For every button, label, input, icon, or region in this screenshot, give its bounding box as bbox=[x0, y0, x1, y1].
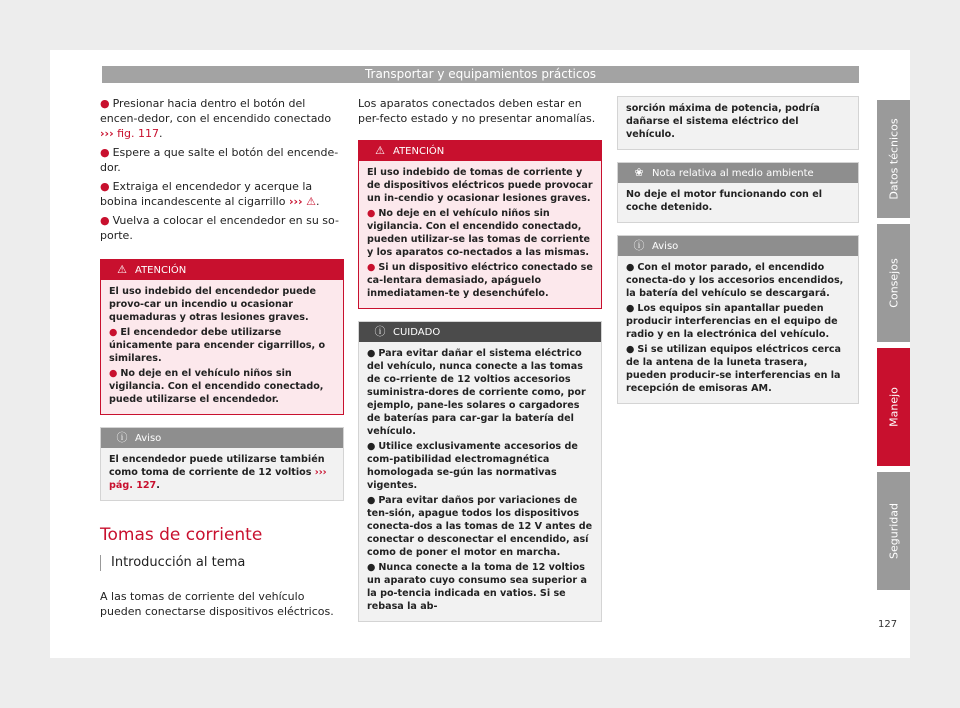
bullet-icon: ● bbox=[367, 262, 376, 273]
bullet-icon: ● bbox=[109, 368, 118, 379]
tab-manejo[interactable]: Manejo bbox=[877, 348, 910, 466]
caution-box bbox=[358, 321, 602, 622]
page-link[interactable]: pág. 127 bbox=[109, 480, 157, 491]
list-item: ● Con el motor parado, el encendido conecta-do y los accesorios encendidos, la batería del vehículo se descargará. bbox=[626, 262, 844, 299]
list-item: ● Los equipos sin apantallar pueden producir interferencias en el equipo de radio y en la electrónica del vehículo. bbox=[626, 303, 838, 340]
warning-icon: ⚠ bbox=[117, 263, 127, 276]
list-item: ● Si se utilizan equipos eléctricos cerca de la antena de la luneta trasera, pueden producir-se interferencias en la recepción de emisoras AM. bbox=[626, 344, 841, 394]
bullet-icon: ● bbox=[100, 214, 110, 227]
bullet-icon: ● bbox=[626, 303, 635, 314]
column-2 bbox=[358, 96, 602, 634]
warning-box-title: ⚠ ATENCIÓN bbox=[359, 141, 601, 161]
bullet-icon: ● bbox=[367, 208, 376, 219]
running-header: Transportar y equipamientos prácticos bbox=[102, 66, 859, 83]
bullet-icon: ● bbox=[100, 97, 110, 110]
warning-box-title: ⚠ ATENCIÓN bbox=[101, 260, 343, 280]
warning-text: El uso indebido de tomas de corriente y de dispositivos eléctricos puede provocar un in-cendio y ocasionar lesiones graves. bbox=[367, 167, 593, 204]
caution-box-title: ⓘ CUIDADO bbox=[359, 322, 601, 342]
arrow-ref-icon: ››› bbox=[314, 467, 327, 478]
tab-datos-tecnicos[interactable]: Datos técnicos bbox=[877, 100, 910, 218]
list-item: ● No deje en el vehículo niños sin vigilancia. Con el encendido conectado, puede utilizarse el encendedor. bbox=[109, 368, 324, 405]
arrow-ref-icon: ››› bbox=[288, 195, 303, 208]
environment-text: No deje el motor funcionando con el coche detenido. bbox=[626, 189, 823, 213]
section-subheading: Introducción al tema bbox=[100, 555, 344, 571]
bullet-icon: ● bbox=[367, 441, 376, 452]
warning-box bbox=[358, 140, 602, 309]
figure-link[interactable]: fig. 117 bbox=[117, 127, 160, 140]
column-3 bbox=[617, 96, 859, 416]
info-box-title: ⓘ Aviso bbox=[618, 236, 858, 256]
caution-icon: ⓘ bbox=[374, 325, 386, 338]
info-icon: ⓘ bbox=[116, 431, 128, 444]
page-number: 127 bbox=[878, 619, 898, 630]
bullet-icon: ● bbox=[100, 146, 110, 159]
warning-text: El uso indebido del encendedor puede provo-car un incendio u ocasionar quemaduras y otras lesiones graves. bbox=[109, 286, 316, 323]
list-item: ● Para evitar daños por variaciones de ten-sión, apague todos los dispositivos conecta-dos a las tomas de 12 V antes de conectar o desconectar el encendido, así como de poner el motor en marcha. bbox=[367, 495, 593, 558]
environment-box-title: ❀ Nota relativa al medio ambiente bbox=[618, 163, 858, 183]
bullet-icon: ● bbox=[367, 495, 376, 506]
list-item: ● Para evitar dañar el sistema eléctrico del vehículo, nunca conecte a las tomas de co-rriente de 12 voltios accesorios suministra-dores de corriente como, por ejemplo, pane-les solares o cargadores de baterías para car-gar la batería del vehículo. bbox=[367, 348, 586, 437]
caution-box-continued bbox=[617, 96, 859, 150]
bullet-icon: ● bbox=[626, 262, 635, 273]
caution-text: sorción máxima de potencia, podría dañarse el sistema eléctrico del vehículo. bbox=[626, 103, 820, 140]
section-heading: Tomas de corriente bbox=[100, 525, 263, 545]
info-text: El encendedor puede utilizarse también como toma de corriente de 12 voltios ››› pág. 127. bbox=[109, 454, 327, 491]
bullet-icon: ● bbox=[367, 348, 376, 359]
info-icon: ⓘ bbox=[633, 239, 645, 252]
warning-icon: ⚠ bbox=[306, 195, 316, 208]
intro-text: A las tomas de corriente del vehículo pueden conectarse dispositivos eléctricos. bbox=[100, 590, 334, 618]
list-item: ● Presionar hacia dentro el botón del encen-dedor, con el encendido conectado ››› fig. 117. bbox=[100, 97, 332, 140]
environment-box bbox=[617, 162, 859, 223]
warning-box bbox=[100, 259, 344, 415]
flower-icon: ❀ bbox=[634, 166, 644, 179]
info-box bbox=[100, 427, 344, 501]
arrow-ref-icon: ››› bbox=[100, 127, 114, 140]
list-item: ● Vuelva a colocar el encendedor en su so-porte. bbox=[100, 214, 339, 242]
info-box bbox=[617, 235, 859, 404]
list-item: ● El encendedor debe utilizarse únicamente para encender cigarrillos, o similares. bbox=[109, 327, 326, 364]
bullet-icon: ● bbox=[109, 327, 118, 338]
bullet-icon: ● bbox=[626, 344, 635, 355]
list-item: ● Nunca conecte a la toma de 12 voltios un aparato cuyo consumo sea superior a la po-tencia indicada en vatios. Si se rebasa la ab- bbox=[367, 562, 587, 612]
list-item: ● No deje en el vehículo niños sin vigilancia. Con el encendido conectado, pueden utilizar-se las tomas de corriente y los aparatos co-nectados a las mismas. bbox=[367, 208, 591, 258]
tab-consejos[interactable]: Consejos bbox=[877, 224, 910, 342]
warning-icon: ⚠ bbox=[375, 144, 385, 157]
list-item: ● Extraiga el encendedor y acerque la bobina incandescente al cigarrillo ››› ⚠. bbox=[100, 180, 320, 208]
list-item: ● Si un dispositivo eléctrico conectado se ca-lentara demasiado, apáguelo inmediatamen-te y desenchúfelo. bbox=[367, 262, 593, 299]
info-box-title: ⓘ Aviso bbox=[101, 428, 343, 448]
list-item: ● Utilice exclusivamente accesorios de com-patibilidad electromagnética homologada se-gún las normativas vigentes. bbox=[367, 441, 578, 491]
bullet-icon: ● bbox=[367, 562, 376, 573]
list-item: ● Espere a que salte el botón del encende-dor. bbox=[100, 146, 339, 174]
tab-seguridad[interactable]: Seguridad bbox=[877, 472, 910, 590]
body-text: Los aparatos conectados deben estar en per-fecto estado y no presentar anomalías. bbox=[358, 97, 596, 125]
bullet-icon: ● bbox=[100, 180, 110, 193]
column-1 bbox=[100, 96, 344, 619]
